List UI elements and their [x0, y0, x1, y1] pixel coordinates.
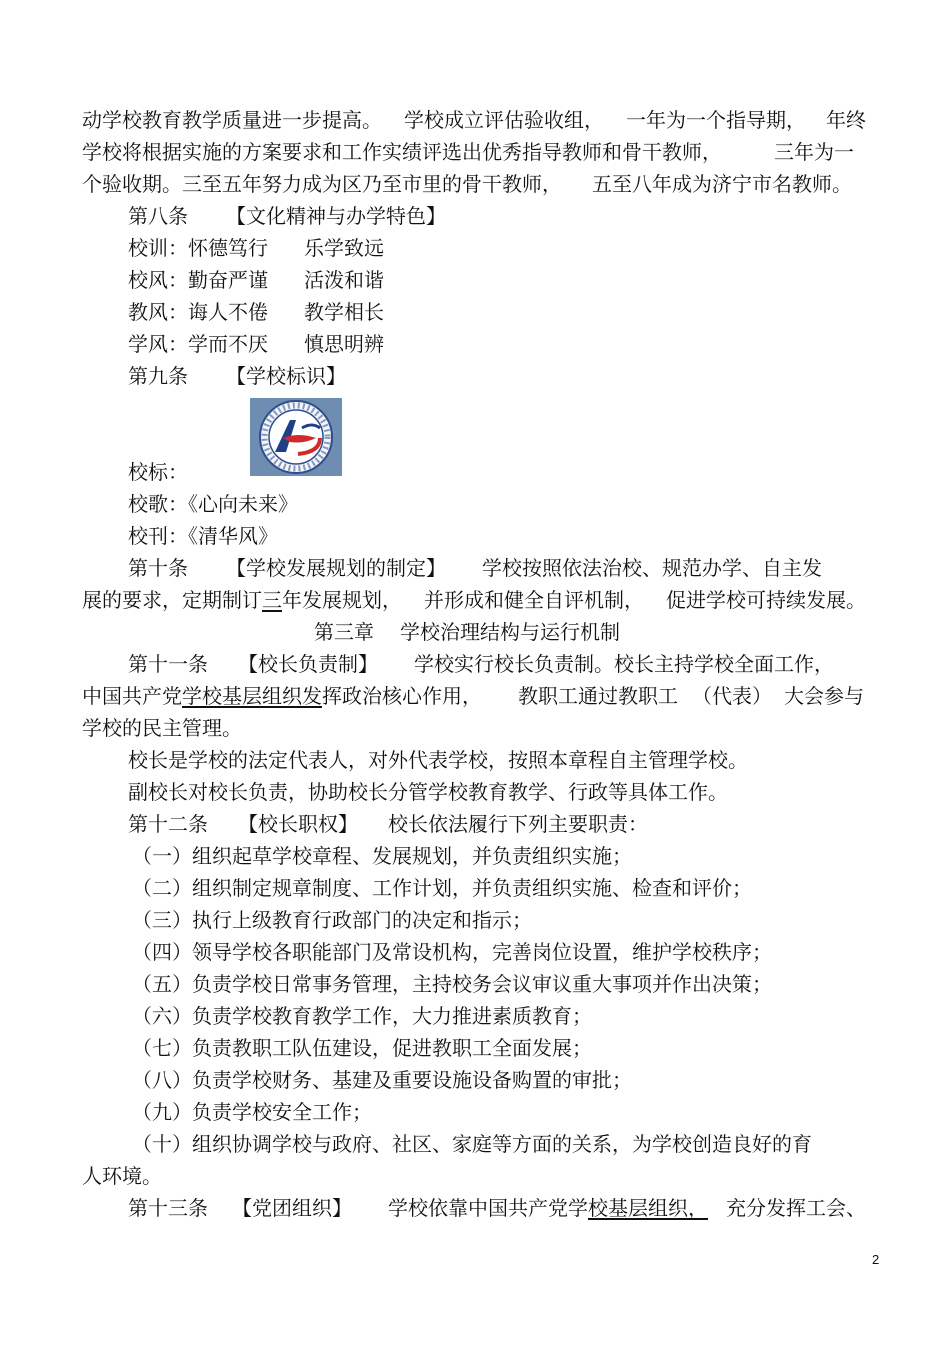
article-heading: [128, 202, 446, 230]
paragraph-line: [128, 746, 748, 774]
list-item-text: （二）组织制定规章制度、工作计划，并负责组织实施、检查和评价；: [132, 876, 752, 900]
article-title: 【党团组织】: [232, 1196, 352, 1220]
list-item: [132, 970, 772, 998]
list-item: [132, 874, 752, 902]
list-item-text: （五）负责学校日常事务管理，主持校务会议审议重大事项并作出决策；: [132, 972, 772, 996]
motto-value: 勤奋严谨: [188, 268, 268, 292]
song-title: 《心向未来》: [188, 492, 298, 516]
motto-value: 诲人不倦: [188, 300, 268, 324]
list-item: [132, 1002, 592, 1030]
motto-row: [128, 330, 384, 358]
text-segment: 动学校教育教学质量进一步提高。: [82, 108, 382, 132]
text-segment: 校长依法履行下列主要职责：: [388, 812, 648, 836]
text-segment: 学校按照依法治校、规范办学、自主发: [482, 556, 822, 580]
motto-value: 活泼和谐: [304, 268, 384, 292]
list-item: [132, 842, 632, 870]
text-segment: 展的要求，定期制订: [82, 588, 262, 612]
motto-label: 校训：: [128, 236, 188, 260]
text-segment: 个验收期。三至五年努力成为区乃至市里的骨干教师，: [82, 172, 562, 196]
list-item: [132, 1130, 812, 1158]
text-segment: 五至八年成为济宁市名教师。: [592, 172, 852, 196]
article-number: 第十三条: [128, 1196, 208, 1220]
list-item-text: （八）负责学校财务、基建及重要设施设备购置的审批；: [132, 1068, 632, 1092]
list-item: [132, 938, 772, 966]
text-segment: 校长是学校的法定代表人，对外代表学校，按照本章程自主管理学校。: [128, 748, 748, 772]
underlined-text: 学校基层组织发: [182, 684, 322, 708]
text-segment: 一年为一个指导期，: [626, 108, 806, 132]
article-heading: [128, 554, 822, 582]
list-item-text: （一）组织起草学校章程、发展规划，并负责组织实施；: [132, 844, 632, 868]
list-item-text: （三）执行上级教育行政部门的决定和指示；: [132, 908, 532, 932]
text-segment: 年终: [826, 108, 866, 132]
text-segment: 挥政治核心作用，: [322, 684, 482, 708]
paragraph-line: [82, 106, 866, 134]
article-heading: [128, 650, 834, 678]
article-title: 【校长职权】: [238, 812, 358, 836]
text-segment: 副校长对校长负责，协助校长分管学校教育教学、行政等具体工作。: [128, 780, 728, 804]
list-item-text: （七）负责教职工队伍建设，促进教职工全面发展；: [132, 1036, 592, 1060]
chapter-number: 第三章: [314, 620, 374, 644]
motto-label: 教风：: [128, 300, 188, 324]
article-number: 第九条: [128, 364, 188, 388]
journal-title: 《清华风》: [188, 524, 278, 548]
motto-value: 乐学致远: [304, 236, 384, 260]
text-segment: 大会参与: [784, 684, 864, 708]
text-segment: 充分发挥工会、: [726, 1196, 866, 1220]
text-segment: 学校的民主管理。: [82, 716, 242, 740]
chapter-title: 学校治理结构与运行机制: [400, 620, 620, 644]
list-item-continuation: [82, 1162, 162, 1190]
list-item: [132, 906, 532, 934]
article-number: 第十二条: [128, 812, 208, 836]
underlined-text: 三: [262, 588, 282, 612]
underlined-text: 校基层组织，: [588, 1196, 708, 1220]
text-segment: 学校成立评估验收组，: [404, 108, 604, 132]
article-number: 第十条: [128, 556, 188, 580]
motto-label: 校风：: [128, 268, 188, 292]
text-segment: 学校将根据实施的方案要求和工作实绩评选出优秀指导教师和骨干教师，: [82, 140, 722, 164]
paragraph-line: [82, 138, 854, 166]
text-segment: 三年为一: [774, 140, 854, 164]
article-number: 第八条: [128, 204, 188, 228]
motto-row: [128, 266, 384, 294]
list-item-text: （六）负责学校教育教学工作，大力推进素质教育；: [132, 1004, 592, 1028]
article-heading: [128, 810, 648, 838]
article-title: 【文化精神与办学特色】: [226, 204, 446, 228]
article-number: 第十一条: [128, 652, 208, 676]
text-segment: 学校依靠中国共产党学: [388, 1196, 588, 1220]
motto-value: 学而不厌: [188, 332, 268, 356]
article-heading: [128, 362, 346, 390]
list-item: [132, 1098, 372, 1126]
motto-row: [128, 234, 384, 262]
paragraph-line: [82, 586, 866, 614]
list-item: [132, 1034, 592, 1062]
emblem-row: [128, 458, 188, 486]
page-number: 2: [872, 1252, 880, 1267]
paragraph-line: [82, 170, 852, 198]
school-emblem-icon: [250, 398, 342, 476]
emblem-label: 校标：: [128, 460, 188, 484]
list-item-text: （四）领导学校各职能部门及常设机构，完善岗位设置，维护学校秩序；: [132, 940, 772, 964]
paragraph-line: [128, 778, 728, 806]
list-item-text: （九）负责学校安全工作；: [132, 1100, 372, 1124]
paragraph-line: [82, 682, 864, 710]
text-segment: （代表）: [692, 684, 772, 708]
motto-label: 学风：: [128, 332, 188, 356]
article-heading: [128, 1194, 866, 1222]
article-title: 【学校发展规划的制定】: [226, 556, 446, 580]
text-segment: 促进学校可持续发展。: [666, 588, 866, 612]
article-title: 【学校标识】: [226, 364, 346, 388]
motto-value: 怀德笃行: [188, 236, 268, 260]
article-title: 【校长负责制】: [238, 652, 378, 676]
journal-label: 校刊：: [128, 524, 188, 548]
text-segment: 学校实行校长负责制。校长主持学校全面工作，: [414, 652, 834, 676]
text-segment: 教职工通过教职工: [518, 684, 678, 708]
text-segment: 年发展规划，: [282, 588, 402, 612]
song-label: 校歌：: [128, 492, 188, 516]
motto-value: 教学相长: [304, 300, 384, 324]
motto-value: 慎思明辨: [304, 332, 384, 356]
paragraph-line: [82, 714, 242, 742]
text-segment: 并形成和健全自评机制，: [424, 588, 644, 612]
motto-row: [128, 298, 384, 326]
chapter-heading: [314, 618, 620, 646]
list-item-text: 人环境。: [82, 1164, 162, 1188]
song-row: [128, 490, 298, 518]
list-item-text: （十）组织协调学校与政府、社区、家庭等方面的关系，为学校创造良好的育: [132, 1132, 812, 1156]
list-item: [132, 1066, 632, 1094]
text-segment: 中国共产党: [82, 684, 182, 708]
journal-row: [128, 522, 278, 550]
